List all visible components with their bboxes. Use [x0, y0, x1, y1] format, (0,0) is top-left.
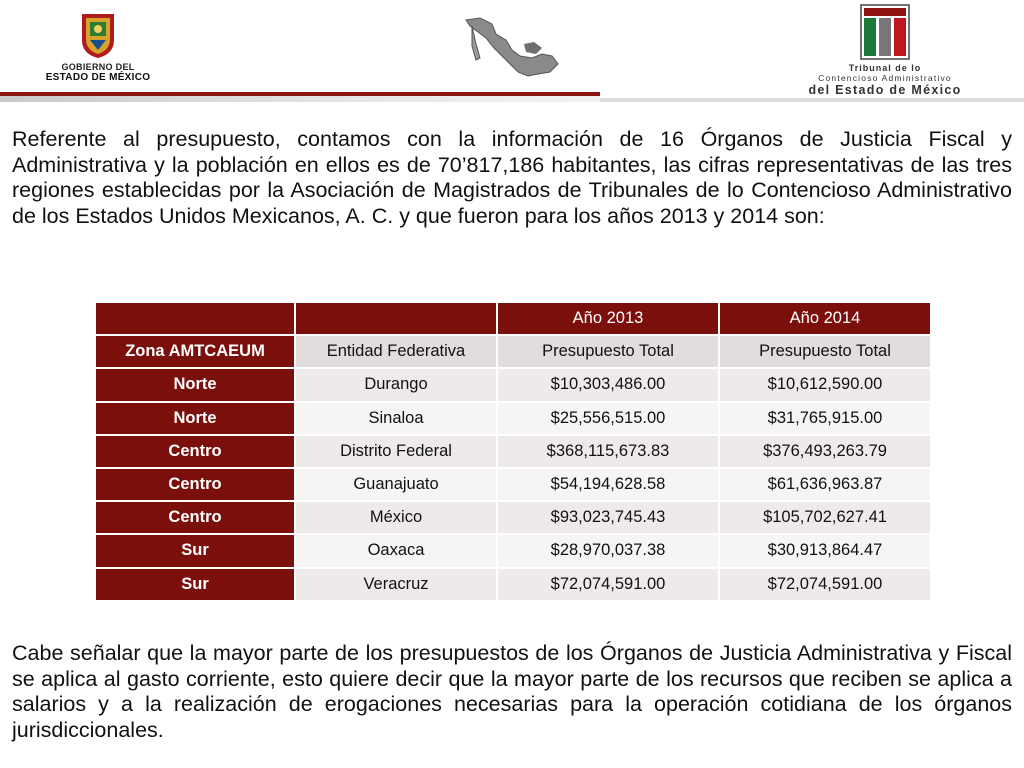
zone-cell: Centro — [95, 501, 295, 534]
budget-table — [94, 301, 932, 602]
closing-paragraph: Cabe señalar que la mayor parte de los presupuestos de los Órganos de Justicia Administrativa y Fiscal se aplica al gasto corriente, esto quiere decir que la mayor parte de los recursos que reciben se aplica a salarios y a la realización de erogaciones necesarias para la operación cotidiana de los órganos jurisdiccionales. — [12, 641, 1012, 742]
table-year-header-row — [95, 302, 931, 335]
coat-of-arms-icon — [78, 10, 118, 60]
year-header-2014: Año 2014 — [719, 302, 931, 335]
budget-2014-cell: $10,612,590.00 — [719, 368, 931, 401]
sub-header-zone: Zona AMTCAEUM — [95, 335, 295, 368]
zone-cell: Sur — [95, 568, 295, 601]
zone-cell: Norte — [95, 368, 295, 401]
right-logo-line1: Tribunal de lo — [848, 63, 922, 73]
year-header-entity — [295, 302, 497, 335]
table-row — [95, 534, 931, 567]
table-sub-header-row — [95, 335, 931, 368]
budget-2014-cell: $105,702,627.41 — [719, 501, 931, 534]
entity-cell: Guanajuato — [295, 468, 497, 501]
entity-cell: Veracruz — [295, 568, 497, 601]
table-row — [95, 568, 931, 601]
intro-paragraph: Referente al presupuesto, contamos con la información de 16 Órganos de Justicia Fiscal y Administrativa y la población en ellos es de 70’817,186 habitantes, las cifras representativas de las tres regiones establecidas por la Asociación de Magistrados de Tribunales de lo Contencioso Administrativo de los Estados Unidos Mexicanos, A. C. y que fueron para los años 2013 y 2014 son: — [12, 127, 1012, 228]
zone-cell: Sur — [95, 534, 295, 567]
budget-2014-cell: $31,765,915.00 — [719, 402, 931, 435]
budget-2013-cell: $25,556,515.00 — [497, 402, 719, 435]
header-divider-right — [600, 98, 1024, 102]
entity-cell: Oaxaca — [295, 534, 497, 567]
slide-header — [0, 0, 1024, 104]
zone-cell: Norte — [95, 402, 295, 435]
zone-cell: Centro — [95, 468, 295, 501]
entity-cell: Sinaloa — [295, 402, 497, 435]
table-row — [95, 368, 931, 401]
sub-header-2014: Presupuesto Total — [719, 335, 931, 368]
sub-header-2013: Presupuesto Total — [497, 335, 719, 368]
budget-2013-cell: $10,303,486.00 — [497, 368, 719, 401]
budget-2013-cell: $93,023,745.43 — [497, 501, 719, 534]
budget-2013-cell: $28,970,037.38 — [497, 534, 719, 567]
right-logo-line2: Contencioso Administrativo — [818, 73, 952, 83]
right-logo-line3: del Estado de México — [808, 83, 962, 97]
left-logo-line1: GOBIERNO DEL — [61, 62, 135, 72]
table-row — [95, 501, 931, 534]
budget-2014-cell: $61,636,963.87 — [719, 468, 931, 501]
tribunal-logo — [800, 4, 970, 102]
tribunal-emblem-icon — [860, 4, 910, 60]
table-row — [95, 468, 931, 501]
budget-2014-cell: $72,074,591.00 — [719, 568, 931, 601]
budget-2013-cell: $54,194,628.58 — [497, 468, 719, 501]
entity-cell: México — [295, 501, 497, 534]
gobierno-estado-mexico-logo — [38, 10, 158, 90]
entity-cell: Distrito Federal — [295, 435, 497, 468]
budget-2014-cell: $376,493,263.79 — [719, 435, 931, 468]
zone-cell: Centro — [95, 435, 295, 468]
year-header-2013: Año 2013 — [497, 302, 719, 335]
mexico-map-icon — [462, 14, 562, 84]
budget-2013-cell: $72,074,591.00 — [497, 568, 719, 601]
budget-2014-cell: $30,913,864.47 — [719, 534, 931, 567]
entity-cell: Durango — [295, 368, 497, 401]
budget-2013-cell: $368,115,673.83 — [497, 435, 719, 468]
left-logo-line2: ESTADO DE MÉXICO — [45, 72, 151, 83]
header-divider-red — [0, 92, 600, 96]
table-row — [95, 435, 931, 468]
table-row — [95, 402, 931, 435]
year-header-zone — [95, 302, 295, 335]
sub-header-entity: Entidad Federativa — [295, 335, 497, 368]
